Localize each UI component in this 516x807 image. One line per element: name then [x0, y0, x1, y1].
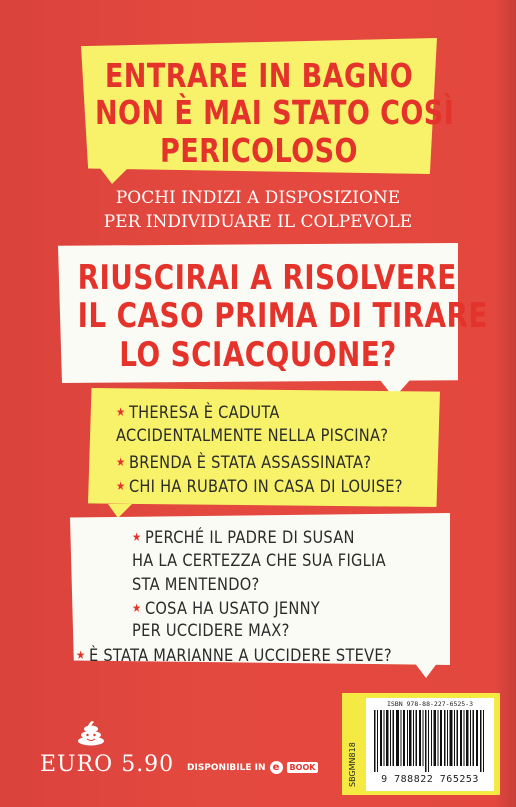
barcode: [366, 698, 494, 791]
barcode-bars: [374, 710, 486, 772]
price-label: EURO 5.90: [40, 752, 175, 777]
list-item-continued: STA MENTENDO?: [132, 575, 260, 595]
star-icon: ★: [116, 405, 126, 419]
poop-logo-icon: [76, 718, 106, 750]
list-item-continued: ACCIDENTALMENTE NELLA PISCINA?: [116, 426, 389, 446]
headline-line-1: ENTRARE IN BAGNO: [104, 56, 414, 95]
list-bubble-yellow-tail: [108, 504, 132, 518]
list-item-continued: HA LA CERTEZZA CHE SUA FIGLIA: [132, 551, 386, 571]
list-item: ★ È STATA MARIANNE A UCCIDERE STEVE?: [76, 646, 392, 666]
list-item: ★ COSA HA USATO JENNY: [132, 599, 320, 619]
star-icon: ★: [132, 601, 142, 615]
star-icon: ★: [116, 455, 126, 469]
ebook-logo-icon: e: [270, 761, 283, 774]
star-icon: ★: [116, 479, 126, 493]
question-line-3: LO SCIACQUONE?: [119, 335, 397, 375]
question-line-2: IL CASO PRIMA DI TIRARE: [77, 296, 488, 336]
subtitle-line-1: POCHI INDIZI A DISPOSIZIONE: [115, 188, 401, 208]
headline-line-3: PERICOLOSO: [160, 131, 358, 170]
list-item: ★ THERESA È CADUTA: [116, 403, 280, 423]
list-item: ★ CHI HA RUBATO IN CASA DI LOUISE?: [116, 477, 403, 497]
headline-bubble-tail: [100, 168, 128, 184]
list-item: ★ BRENDA È STATA ASSASSINATA?: [116, 453, 372, 473]
question-line-1: RIUSCIRAI A RISOLVERE: [77, 258, 457, 298]
list-bubble-white-tail: [414, 662, 438, 678]
isbn-bottom-label: 9 788822 765253: [381, 774, 479, 785]
availability-label: DISPONIBILE IN: [187, 762, 266, 773]
star-icon: ★: [132, 530, 142, 544]
spine-shadow: [494, 0, 516, 807]
side-code: SBGMN818: [348, 742, 357, 787]
list-item-continued: PER UCCIDERE MAX?: [132, 621, 290, 641]
ebook-availability: [187, 761, 318, 774]
star-icon: ★: [76, 648, 86, 662]
list-item: ★ PERCHÉ IL PADRE DI SUSAN: [132, 528, 355, 548]
subtitle-line-2: PER INDIVIDUARE IL COLPEVOLE: [103, 212, 413, 232]
headline-line-2: NON È MAI STATO COSÌ: [95, 93, 455, 132]
ebook-logo-label: BOOK: [287, 762, 319, 773]
isbn-top-label: ISBN 978-88-227-6525-3: [386, 700, 474, 708]
